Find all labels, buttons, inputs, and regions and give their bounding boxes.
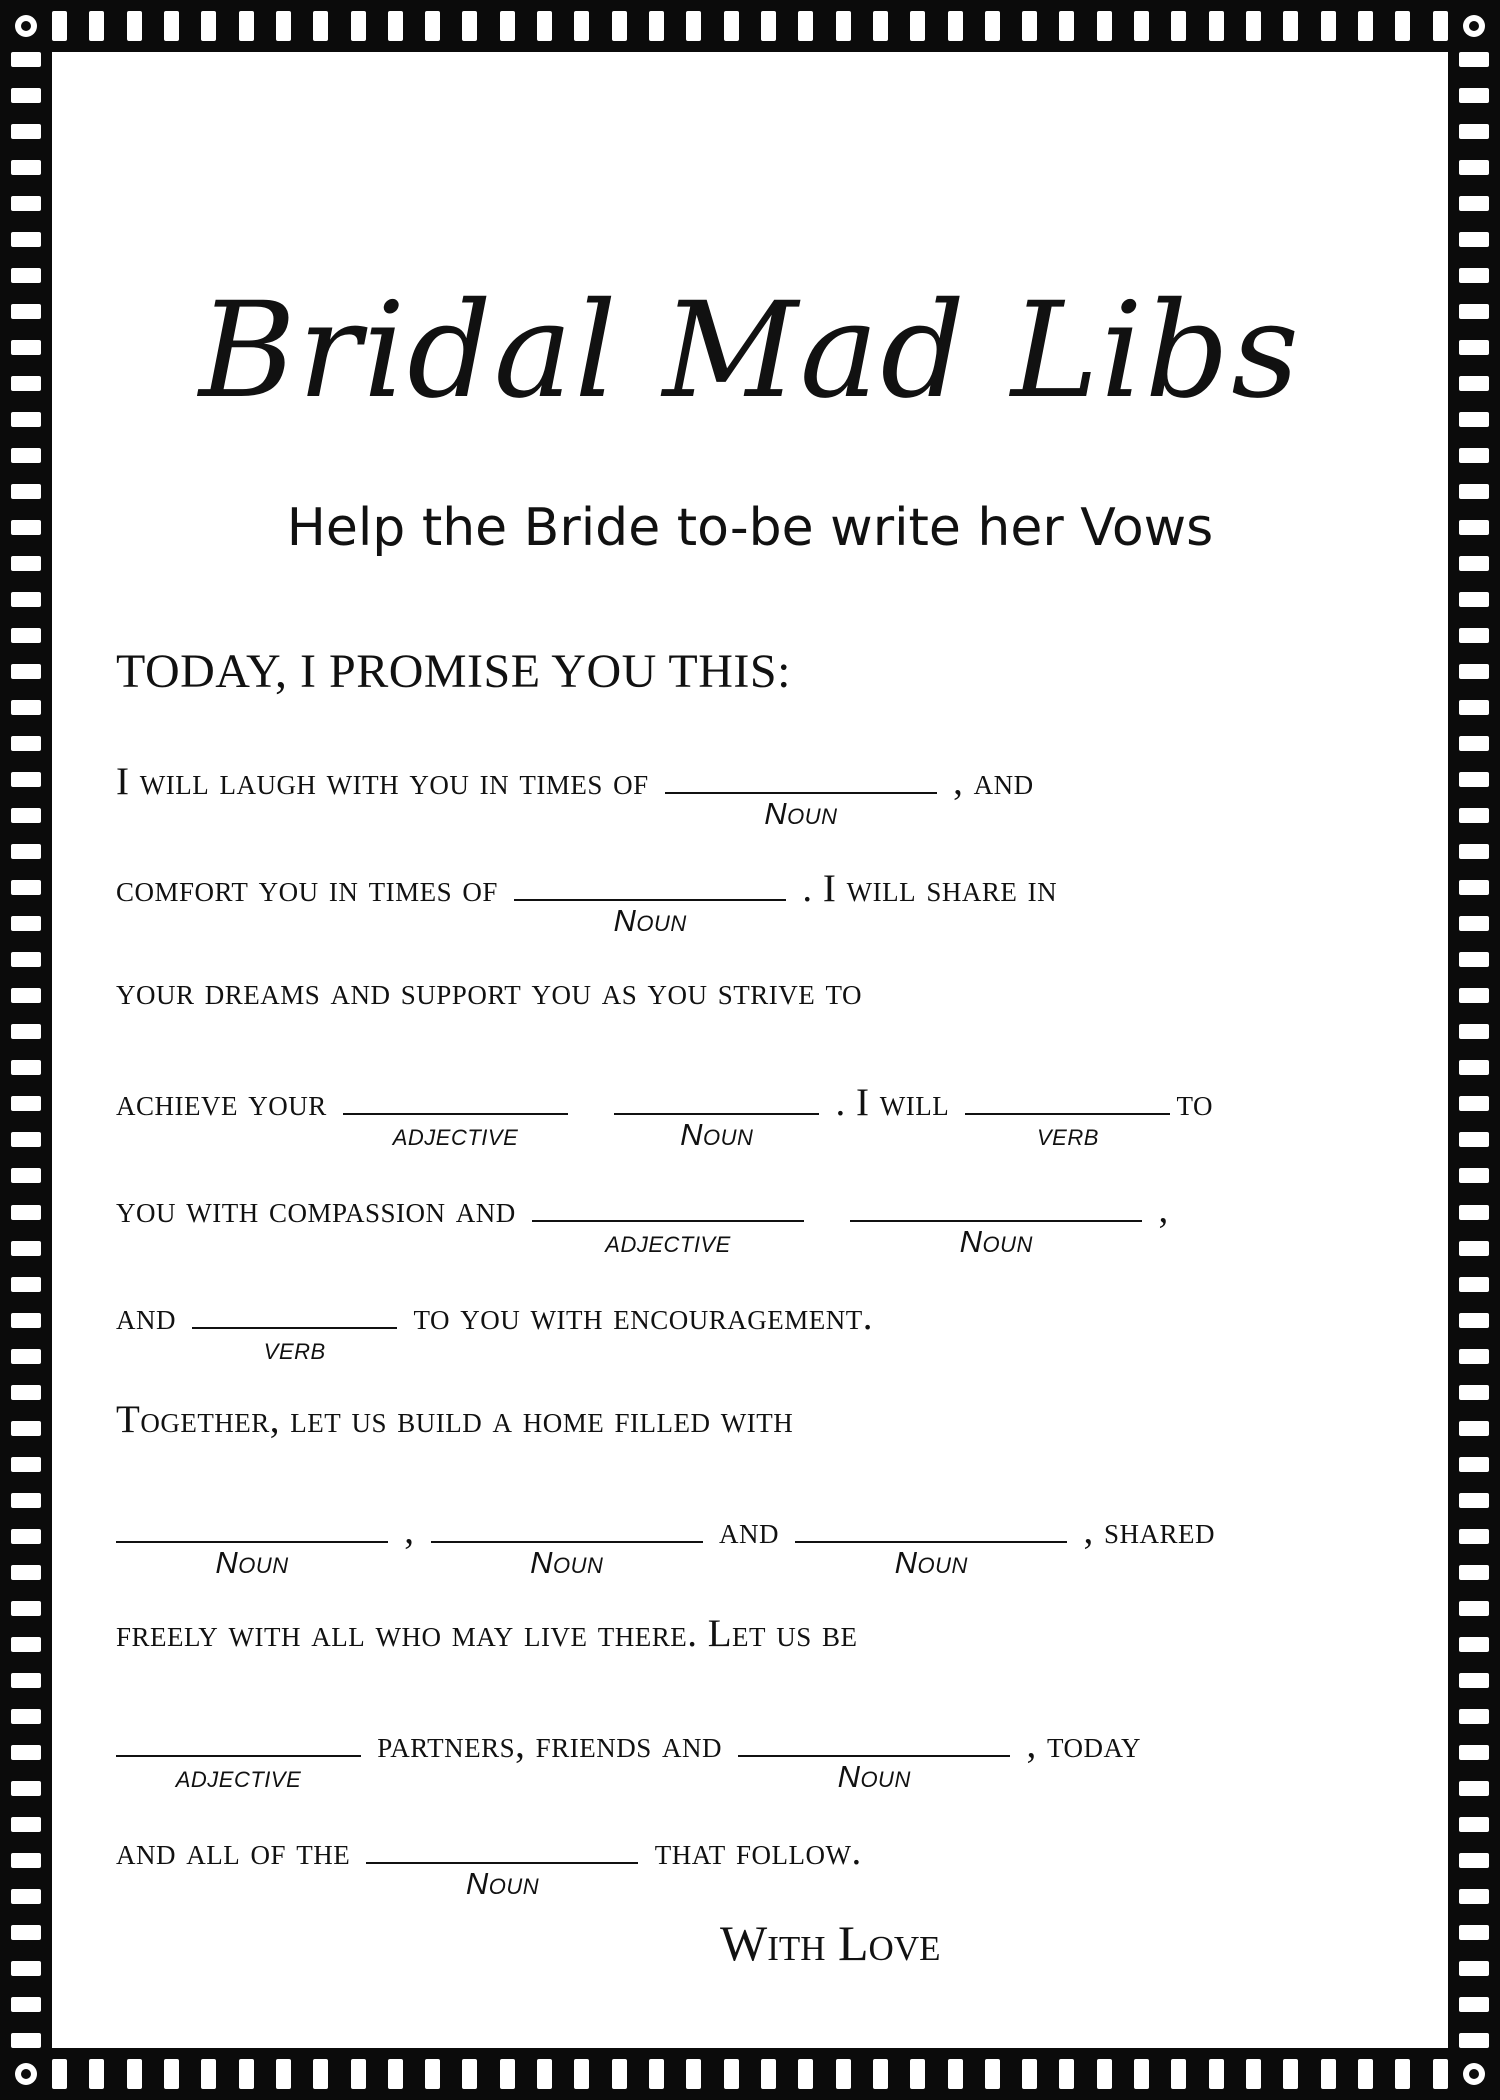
border-stripe-bar (1459, 124, 1489, 139)
border-stripe-bar (11, 1997, 41, 2012)
border-stripe-bar (11, 808, 41, 823)
border-stripe-bar (11, 196, 41, 211)
closing-signoff: With Love (720, 1915, 941, 1971)
vow-line-9 (116, 1614, 858, 1653)
hint-noun: Noun (680, 1117, 754, 1152)
border-stripe-bar (11, 1961, 41, 1976)
border-stripe-bar (1134, 2059, 1149, 2089)
border-stripe-bar (1459, 1673, 1489, 1688)
border-stripe-bar (1459, 1637, 1489, 1652)
blank-verb[interactable] (192, 1293, 397, 1366)
border-stripe-bar (11, 844, 41, 859)
border-stripe-bar (1459, 988, 1489, 1003)
vow-line-10 (116, 1721, 1141, 1794)
border-stripe-bar (11, 1709, 41, 1724)
border-stripe-left (0, 52, 52, 2048)
border-stripe-bar (11, 1817, 41, 1832)
border-stripe-right (1448, 52, 1500, 2048)
border-stripe-bar (1459, 1168, 1489, 1183)
vow-text: . I will (835, 1081, 950, 1124)
border-stripe-bar (1459, 448, 1489, 463)
border-stripe-bar (649, 11, 664, 41)
hint-noun: Noun (465, 1866, 540, 1901)
border-stripe-bar (1395, 2059, 1410, 2089)
border-stripe-bar (276, 11, 291, 41)
page-title: Bridal Mad Libs (198, 274, 1302, 428)
border-stripe-bar (1022, 11, 1037, 41)
border-stripe-bar (1459, 1889, 1489, 1904)
vow-text: to you with encouragement. (413, 1295, 873, 1338)
border-stripe-bar (1459, 1529, 1489, 1544)
border-stripe-bar (1459, 1781, 1489, 1796)
border-stripe-bar (574, 11, 589, 41)
border-stripe-bar (1358, 2059, 1373, 2089)
blank-noun[interactable] (850, 1186, 1142, 1259)
vow-text: partners, friends and (377, 1723, 722, 1766)
border-stripe-bar (1459, 844, 1489, 859)
border-stripe-bar (11, 1853, 41, 1868)
border-stripe-bar (388, 11, 403, 41)
border-stripe-bar (873, 2059, 888, 2089)
border-stripe-top (52, 0, 1448, 52)
border-stripe-bar (686, 11, 701, 41)
vow-text: and all of the (116, 1830, 351, 1873)
border-stripe-bar (537, 2059, 552, 2089)
border-stripe-bar (1459, 52, 1489, 67)
border-stripe-bar (1059, 2059, 1074, 2089)
border-stripe-bar (11, 1457, 41, 1472)
border-stripe-bar (686, 2059, 701, 2089)
border-stripe-bar (11, 1781, 41, 1796)
border-stripe-bar (11, 1132, 41, 1147)
border-stripe-bar (11, 232, 41, 247)
vow-text: , shared (1083, 1509, 1216, 1552)
border-stripe-bar (1459, 916, 1489, 931)
vow-line-6 (116, 1293, 873, 1366)
border-stripe-bar (1459, 1925, 1489, 1940)
border-stripe-bar (11, 160, 41, 175)
hint-verb: verb (1036, 1117, 1099, 1152)
blank-noun[interactable] (738, 1721, 1010, 1794)
blank-adjective[interactable] (343, 1079, 568, 1152)
border-stripe-bar (89, 11, 104, 41)
hint-noun: Noun (530, 1545, 604, 1580)
border-stripe-bar (11, 268, 41, 283)
border-stripe-bar (11, 700, 41, 715)
border-stripe-bar (11, 1060, 41, 1075)
hint-adjective: adjective (392, 1117, 519, 1152)
border-stripe-bar (1459, 1060, 1489, 1075)
corner-dot-icon (0, 2048, 52, 2100)
vow-text: you with compassion and (116, 1188, 516, 1231)
border-stripe-bar (11, 664, 41, 679)
border-stripe-bar (11, 556, 41, 571)
border-stripe-bar (1459, 1457, 1489, 1472)
border-stripe-bar (1459, 952, 1489, 967)
border-stripe-bar (1459, 664, 1489, 679)
vow-text: comfort you in times of (116, 867, 498, 910)
border-stripe-bar (11, 1421, 41, 1436)
border-stripe-bar (11, 952, 41, 967)
border-stripe-bar (1459, 556, 1489, 571)
vow-text: Together, let us build a home filled with (116, 1398, 794, 1441)
border-stripe-bar (239, 11, 254, 41)
border-stripe-bar (11, 916, 41, 931)
blank-noun[interactable] (366, 1828, 638, 1901)
border-stripe-bar (52, 11, 67, 41)
vow-line-5 (116, 1186, 1169, 1259)
border-stripe-bar (351, 11, 366, 41)
border-stripe-bar (873, 11, 888, 41)
hint-noun: Noun (215, 1545, 289, 1580)
border-stripe-bar (1459, 376, 1489, 391)
border-stripe-bar (537, 11, 552, 41)
vow-line-8 (116, 1507, 1216, 1580)
border-stripe-bar (1321, 11, 1336, 41)
border-stripe-bar (11, 1745, 41, 1760)
border-stripe-bar (11, 376, 41, 391)
border-stripe-bar (11, 1637, 41, 1652)
vow-line-2 (116, 865, 1058, 938)
blank-noun[interactable] (665, 758, 937, 831)
vow-text: and (116, 1295, 176, 1338)
border-stripe-bar (1209, 2059, 1224, 2089)
border-stripe-bar (1097, 11, 1112, 41)
vow-line-11 (116, 1828, 862, 1901)
border-stripe-bar (201, 11, 216, 41)
border-stripe-bar (948, 2059, 963, 2089)
border-stripe-bar (388, 2059, 403, 2089)
border-stripe-bar (1433, 11, 1448, 41)
border-stripe-bar (1459, 1385, 1489, 1400)
border-stripe-bar (1459, 160, 1489, 175)
border-stripe-bar (1459, 88, 1489, 103)
border-stripe-bar (1059, 11, 1074, 41)
border-stripe-bar (11, 592, 41, 607)
border-stripe-bar (836, 11, 851, 41)
border-stripe-bar (1459, 1745, 1489, 1760)
border-stripe-bar (1283, 2059, 1298, 2089)
vow-heading: TODAY, I PROMISE YOU THIS: (116, 645, 791, 698)
border-stripe-bar (1459, 1205, 1489, 1220)
border-stripe-bar (11, 124, 41, 139)
border-stripe-bar (910, 11, 925, 41)
border-stripe-bar (11, 628, 41, 643)
border-stripe-bottom (52, 2048, 1448, 2100)
blank-verb[interactable] (965, 1079, 1170, 1152)
border-stripe-bar (462, 2059, 477, 2089)
border-stripe-bar (11, 2033, 41, 2048)
border-stripe-bar (11, 1096, 41, 1111)
vow-text: I will laugh with you in times of (116, 760, 649, 803)
border-stripe-bar (1459, 1601, 1489, 1616)
border-stripe-bar (836, 2059, 851, 2089)
border-stripe-bar (1459, 1132, 1489, 1147)
border-stripe-bar (11, 1601, 41, 1616)
border-stripe-bar (425, 11, 440, 41)
vow-text: freely with all who may live there. Let us be (116, 1612, 858, 1655)
border-stripe-bar (11, 1241, 41, 1256)
blank-noun[interactable] (431, 1507, 703, 1580)
border-stripe-bar (11, 1385, 41, 1400)
hint-noun: Noun (613, 903, 687, 938)
border-stripe-bar (985, 11, 1000, 41)
border-stripe-bar (1459, 304, 1489, 319)
border-stripe-bar (1171, 2059, 1186, 2089)
border-stripe-bar (1246, 2059, 1261, 2089)
border-stripe-bar (11, 1313, 41, 1328)
border-stripe-bar (1321, 2059, 1336, 2089)
border-stripe-bar (1459, 268, 1489, 283)
border-stripe-bar (11, 520, 41, 535)
border-stripe-bar (1459, 700, 1489, 715)
vow-text: , today (1026, 1723, 1141, 1766)
border-stripe-bar (1395, 11, 1410, 41)
border-stripe-bar (1459, 1421, 1489, 1436)
border-stripe-bar (11, 1529, 41, 1544)
border-stripe-bar (1459, 1817, 1489, 1832)
border-stripe-bar (1134, 11, 1149, 41)
border-stripe-bar (52, 2059, 67, 2089)
border-stripe-bar (910, 2059, 925, 2089)
hint-noun: Noun (959, 1224, 1033, 1259)
blank-noun[interactable] (514, 865, 786, 938)
vow-line-7 (116, 1400, 793, 1439)
border-stripe-bar (11, 1889, 41, 1904)
vow-text: and (719, 1509, 779, 1552)
border-stripe-bar (1459, 736, 1489, 751)
border-stripe-bar (1022, 2059, 1037, 2089)
border-stripe-bar (11, 1673, 41, 1688)
border-stripe-bar (1283, 11, 1298, 41)
border-stripe-bar (1459, 1313, 1489, 1328)
border-stripe-bar (276, 2059, 291, 2089)
border-stripe-bar (127, 2059, 142, 2089)
border-stripe-bar (239, 2059, 254, 2089)
border-stripe-bar (164, 11, 179, 41)
border-stripe-bar (11, 1349, 41, 1364)
border-stripe-bar (500, 2059, 515, 2089)
border-stripe-bar (724, 2059, 739, 2089)
border-stripe-bar (11, 448, 41, 463)
border-stripe-bar (574, 2059, 589, 2089)
border-stripe-bar (761, 2059, 776, 2089)
border-stripe-bar (1459, 808, 1489, 823)
border-stripe-bar (1459, 880, 1489, 895)
vow-text: your dreams and support you as you strive to (116, 970, 862, 1013)
border-stripe-bar (985, 2059, 1000, 2089)
border-stripe-bar (798, 2059, 813, 2089)
border-stripe-bar (1459, 628, 1489, 643)
border-stripe-bar (1459, 1961, 1489, 1976)
border-stripe-bar (1209, 11, 1224, 41)
border-stripe-bar (11, 880, 41, 895)
hint-noun: Noun (894, 1545, 968, 1580)
border-stripe-bar (1459, 1565, 1489, 1580)
border-stripe-bar (425, 2059, 440, 2089)
border-stripe-bar (1459, 1493, 1489, 1508)
border-stripe-bar (612, 2059, 627, 2089)
border-stripe-bar (89, 2059, 104, 2089)
border-stripe-bar (1459, 1024, 1489, 1039)
border-stripe-bar (1459, 1277, 1489, 1292)
border-stripe-bar (1459, 1997, 1489, 2012)
border-stripe-bar (11, 1925, 41, 1940)
border-stripe-bar (1459, 232, 1489, 247)
page-subtitle: Help the Bride to-be write her Vows (286, 498, 1214, 558)
corner-dot-icon (1448, 0, 1500, 52)
border-stripe-bar (724, 11, 739, 41)
border-stripe-bar (612, 11, 627, 41)
border-stripe-bar (1459, 1241, 1489, 1256)
border-stripe-bar (948, 11, 963, 41)
corner-dot-icon (0, 0, 52, 52)
border-stripe-bar (1459, 592, 1489, 607)
border-stripe-bar (11, 412, 41, 427)
border-stripe-bar (11, 772, 41, 787)
border-stripe-bar (11, 1205, 41, 1220)
vow-text: to (1176, 1081, 1213, 1124)
border-stripe-bar (798, 11, 813, 41)
vow-text: , and (953, 760, 1034, 803)
border-stripe-bar (313, 11, 328, 41)
border-stripe-bar (1097, 2059, 1112, 2089)
vow-text: that follow. (654, 1830, 862, 1873)
border-stripe-bar (11, 1024, 41, 1039)
border-stripe-bar (11, 1277, 41, 1292)
hint-adjective: adjective (605, 1224, 731, 1259)
blank-adjective[interactable] (532, 1186, 804, 1259)
border-stripe-bar (127, 11, 142, 41)
border-stripe-bar (1459, 196, 1489, 211)
border-stripe-bar (1459, 1709, 1489, 1724)
vow-line-1 (116, 758, 1034, 831)
border-stripe-bar (313, 2059, 328, 2089)
border-stripe-bar (1459, 1096, 1489, 1111)
border-stripe-bar (11, 304, 41, 319)
hint-verb: verb (263, 1331, 326, 1366)
border-stripe-bar (11, 88, 41, 103)
vow-text: , (404, 1509, 415, 1552)
border-stripe-bar (11, 484, 41, 499)
border-stripe-bar (1459, 1349, 1489, 1364)
border-stripe-bar (500, 11, 515, 41)
border-stripe-bar (1459, 772, 1489, 787)
border-stripe-bar (11, 1168, 41, 1183)
border-stripe-bar (11, 52, 41, 67)
blank-adjective[interactable] (116, 1721, 361, 1794)
vow-line-3 (116, 972, 862, 1011)
corner-dot-icon (1448, 2048, 1500, 2100)
vow-text: achieve your (116, 1081, 327, 1124)
border-stripe-bar (462, 11, 477, 41)
vow-line-4 (116, 1079, 1213, 1152)
border-stripe-bar (761, 11, 776, 41)
vow-text: . I will share in (802, 867, 1058, 910)
border-stripe-bar (11, 1565, 41, 1580)
border-stripe-bar (1459, 1853, 1489, 1868)
border-stripe-bar (1459, 2033, 1489, 2048)
border-stripe-bar (1171, 11, 1186, 41)
border-stripe-bar (1459, 340, 1489, 355)
border-stripe-bar (1433, 2059, 1448, 2089)
border-stripe-bar (11, 1493, 41, 1508)
border-stripe-bar (351, 2059, 366, 2089)
vow-text: , (1158, 1188, 1169, 1231)
blank-noun[interactable] (614, 1079, 819, 1152)
border-stripe-bar (11, 988, 41, 1003)
border-stripe-bar (201, 2059, 216, 2089)
border-stripe-bar (1246, 11, 1261, 41)
border-stripe-bar (649, 2059, 664, 2089)
border-stripe-bar (11, 340, 41, 355)
hint-adjective: adjective (175, 1759, 302, 1794)
hint-noun: Noun (764, 796, 838, 831)
hint-noun: Noun (837, 1759, 911, 1794)
border-stripe-bar (1459, 484, 1489, 499)
border-stripe-bar (1358, 11, 1373, 41)
border-stripe-bar (1459, 520, 1489, 535)
border-stripe-bar (11, 736, 41, 751)
blank-noun[interactable] (116, 1507, 388, 1580)
border-stripe-bar (1459, 412, 1489, 427)
border-stripe-bar (164, 2059, 179, 2089)
blank-noun[interactable] (795, 1507, 1067, 1580)
